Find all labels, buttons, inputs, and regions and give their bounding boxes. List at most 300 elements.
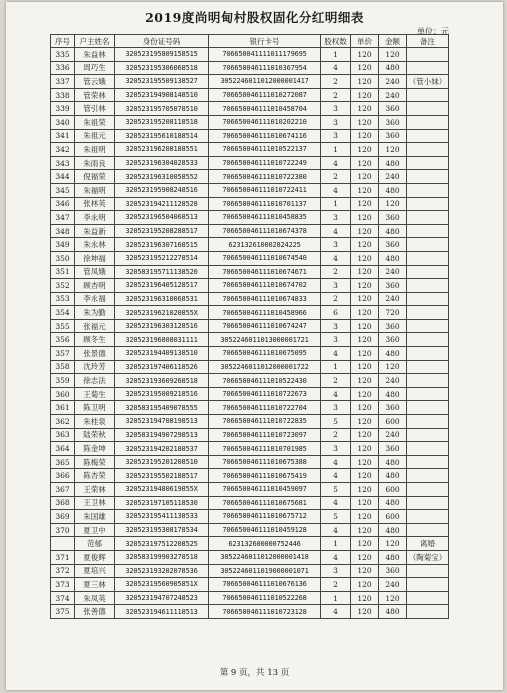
cell-shares: 1 — [321, 360, 351, 374]
cell-bank: 706650046111010674833 — [209, 292, 321, 306]
cell-remark — [407, 156, 449, 170]
cell-remark — [407, 197, 449, 211]
cell-price: 120 — [351, 537, 379, 551]
cell-amount: 240 — [379, 374, 407, 388]
cell-id: 320523196310068531 — [115, 292, 209, 306]
cell-name: 夏培兴 — [75, 564, 115, 578]
table-row — [51, 48, 449, 62]
cell-remark: 离婚 — [407, 537, 449, 551]
header-bank: 银行卡号 — [209, 35, 321, 48]
cell-seq: 340 — [51, 115, 75, 129]
cell-seq: 345 — [51, 183, 75, 197]
cell-name: 朱为勤 — [75, 306, 115, 320]
cell-remark — [407, 360, 449, 374]
cell-price: 120 — [351, 496, 379, 510]
cell-remark — [407, 170, 449, 184]
cell-price: 120 — [351, 523, 379, 537]
cell-name: 李永明 — [75, 211, 115, 225]
cell-seq: 370 — [51, 523, 75, 537]
cell-shares: 3 — [321, 319, 351, 333]
cell-remark — [407, 115, 449, 129]
cell-amount: 480 — [379, 469, 407, 483]
cell-bank: 706650046111010701137 — [209, 197, 321, 211]
cell-amount: 360 — [379, 102, 407, 116]
cell-bank: 706650046111010675095 — [209, 347, 321, 361]
cell-name: 倪福荣 — [75, 170, 115, 184]
cell-price: 120 — [351, 442, 379, 456]
cell-bank: 706650046111010722704 — [209, 401, 321, 415]
cell-amount: 480 — [379, 496, 407, 510]
cell-price: 120 — [351, 129, 379, 143]
cell-id: 320523196208188551 — [115, 143, 209, 157]
cell-remark: （管小妹） — [407, 75, 449, 89]
cell-price: 120 — [351, 605, 379, 619]
table-row — [51, 374, 449, 388]
cell-seq: 342 — [51, 143, 75, 157]
cell-id: 320523194409138510 — [115, 347, 209, 361]
cell-bank: 706650046111010674116 — [209, 129, 321, 143]
table-row — [51, 347, 449, 361]
cell-amount: 240 — [379, 170, 407, 184]
cell-price: 120 — [351, 591, 379, 605]
cell-shares: 4 — [321, 183, 351, 197]
cell-id: 320523195208288517 — [115, 224, 209, 238]
cell-id: 320523196303128516 — [115, 319, 209, 333]
cell-id: 320523195908248516 — [115, 183, 209, 197]
cell-amount: 480 — [379, 455, 407, 469]
cell-remark — [407, 306, 449, 320]
cell-remark — [407, 265, 449, 279]
cell-shares: 2 — [321, 374, 351, 388]
cell-seq: 355 — [51, 319, 75, 333]
cell-shares: 3 — [321, 211, 351, 225]
cell-remark — [407, 183, 449, 197]
cell-name: 王菊生 — [75, 387, 115, 401]
table-row — [51, 306, 449, 320]
cell-price: 120 — [351, 374, 379, 388]
cell-id: 320523195212278514 — [115, 251, 209, 265]
cell-bank: 706650046111010202210 — [209, 115, 321, 129]
cell-seq: 367 — [51, 483, 75, 497]
cell-name: 顾冬生 — [75, 333, 115, 347]
cell-remark — [407, 374, 449, 388]
cell-remark — [407, 143, 449, 157]
cell-name: 夏卫中 — [75, 523, 115, 537]
cell-id: 32052319560905851X — [115, 578, 209, 592]
cell-seq: 353 — [51, 292, 75, 306]
cell-remark — [407, 251, 449, 265]
cell-id: 320523195208118518 — [115, 115, 209, 129]
cell-price: 120 — [351, 143, 379, 157]
cell-id: 320523196405128517 — [115, 279, 209, 293]
table-row — [51, 170, 449, 184]
cell-bank: 706650046111010674247 — [209, 319, 321, 333]
cell-price: 120 — [351, 238, 379, 252]
cell-remark — [407, 510, 449, 524]
cell-amount: 120 — [379, 197, 407, 211]
cell-id: 320523196504068513 — [115, 211, 209, 225]
cell-id: 320583195711138520 — [115, 265, 209, 279]
cell-id: 320523193202078536 — [115, 564, 209, 578]
cell-shares: 4 — [321, 469, 351, 483]
cell-name: 朱桂泉 — [75, 415, 115, 429]
cell-bank: 706650046111010458835 — [209, 211, 321, 225]
cell-name: 朱雨良 — [75, 156, 115, 170]
cell-id: 320523194908148510 — [115, 88, 209, 102]
cell-price: 120 — [351, 428, 379, 442]
cell-price: 120 — [351, 360, 379, 374]
cell-amount: 600 — [379, 415, 407, 429]
table-row — [51, 523, 449, 537]
cell-seq: 363 — [51, 428, 75, 442]
table-row — [51, 102, 449, 116]
cell-name: 张善德 — [75, 605, 115, 619]
table-row — [51, 605, 449, 619]
cell-amount: 120 — [379, 143, 407, 157]
table-row — [51, 442, 449, 456]
cell-id: 320583194907298513 — [115, 428, 209, 442]
cell-bank: 706650046111010458966 — [209, 306, 321, 320]
table-row — [51, 333, 449, 347]
page-footer: 第 9 页，共 13 页 — [219, 668, 290, 678]
cell-seq: 335 — [51, 48, 75, 62]
table-body — [51, 48, 449, 619]
cell-name: 管云娥 — [75, 75, 115, 89]
cell-bank: 706650046111010722411 — [209, 183, 321, 197]
cell-amount: 360 — [379, 401, 407, 415]
cell-name: 王荣林 — [75, 483, 115, 497]
cell-name: 朱国雄 — [75, 510, 115, 524]
cell-price: 120 — [351, 292, 379, 306]
cell-seq: 362 — [51, 415, 75, 429]
cell-id: 320523195201208510 — [115, 455, 209, 469]
cell-id: 320523194708198513 — [115, 415, 209, 429]
cell-id: 320583199903278518 — [115, 550, 209, 564]
cell-bank: 3052246011013000001721 — [209, 333, 321, 347]
cell-remark — [407, 224, 449, 238]
cell-remark — [407, 48, 449, 62]
cell-price: 120 — [351, 550, 379, 564]
cell-amount: 600 — [379, 483, 407, 497]
table-row — [51, 279, 449, 293]
cell-bank: 623132600000752446 — [209, 537, 321, 551]
unit-label: 单位：元 — [417, 27, 449, 36]
table-row — [51, 292, 449, 306]
cell-remark — [407, 211, 449, 225]
cell-price: 120 — [351, 265, 379, 279]
cell-seq: 354 — [51, 306, 75, 320]
cell-amount: 480 — [379, 156, 407, 170]
cell-amount: 120 — [379, 537, 407, 551]
cell-id: 320523194202188537 — [115, 442, 209, 456]
cell-remark — [407, 238, 449, 252]
cell-shares: 4 — [321, 61, 351, 75]
cell-shares: 4 — [321, 224, 351, 238]
cell-shares: 2 — [321, 428, 351, 442]
cell-shares: 2 — [321, 265, 351, 279]
cell-shares: 5 — [321, 415, 351, 429]
cell-price: 120 — [351, 401, 379, 415]
cell-bank: 706650046111010675419 — [209, 469, 321, 483]
cell-name: 夏三林 — [75, 578, 115, 592]
cell-shares: 4 — [321, 550, 351, 564]
cell-shares: 4 — [321, 523, 351, 537]
cell-shares: 3 — [321, 401, 351, 415]
cell-amount: 360 — [379, 211, 407, 225]
cell-name: 管凤娥 — [75, 265, 115, 279]
cell-id: 320523195502188517 — [115, 469, 209, 483]
cell-shares: 3 — [321, 238, 351, 252]
cell-shares: 4 — [321, 387, 351, 401]
cell-bank: 3052246011012000001417 — [209, 75, 321, 89]
cell-bank: 706650046111010675388 — [209, 455, 321, 469]
cell-remark — [407, 496, 449, 510]
cell-seq: 338 — [51, 88, 75, 102]
cell-amount: 480 — [379, 224, 407, 238]
cell-price: 120 — [351, 483, 379, 497]
cell-seq: 372 — [51, 564, 75, 578]
cell-shares: 2 — [321, 88, 351, 102]
table-row — [51, 251, 449, 265]
cell-bank: 706650046111010459128 — [209, 523, 321, 537]
cell-seq: 375 — [51, 605, 75, 619]
cell-seq: 341 — [51, 129, 75, 143]
table-row — [51, 428, 449, 442]
cell-seq: 350 — [51, 251, 75, 265]
cell-seq: 359 — [51, 374, 75, 388]
cell-name: 陈金坤 — [75, 442, 115, 456]
cell-amount: 600 — [379, 510, 407, 524]
cell-price: 120 — [351, 333, 379, 347]
table-row — [51, 387, 449, 401]
cell-amount: 240 — [379, 265, 407, 279]
cell-shares: 4 — [321, 455, 351, 469]
table-row — [51, 537, 449, 551]
cell-name: 陈梅荣 — [75, 455, 115, 469]
cell-id: 320523196310058552 — [115, 170, 209, 184]
header-seq: 序号 — [51, 35, 75, 48]
cell-shares: 1 — [321, 197, 351, 211]
cell-name: 朱福明 — [75, 183, 115, 197]
page-title: 2019度尚明甸村股权固化分红明细表 — [145, 10, 364, 25]
cell-shares: 4 — [321, 156, 351, 170]
table-row — [51, 483, 449, 497]
table-row — [51, 156, 449, 170]
cell-shares: 3 — [321, 442, 351, 456]
cell-amount: 360 — [379, 319, 407, 333]
header-remark: 备注 — [407, 35, 449, 48]
cell-id: 320523195308178534 — [115, 523, 209, 537]
cell-name: 王卫林 — [75, 496, 115, 510]
table-row — [51, 265, 449, 279]
cell-remark — [407, 469, 449, 483]
cell-price: 120 — [351, 183, 379, 197]
header-price: 单价 — [351, 35, 379, 48]
cell-shares: 4 — [321, 347, 351, 361]
cell-bank: 706650046111010701985 — [209, 442, 321, 456]
table-row — [51, 224, 449, 238]
cell-amount: 480 — [379, 347, 407, 361]
cell-seq: 356 — [51, 333, 75, 347]
cell-seq: 364 — [51, 442, 75, 456]
cell-shares: 4 — [321, 251, 351, 265]
cell-amount: 240 — [379, 428, 407, 442]
cell-amount: 480 — [379, 550, 407, 564]
cell-seq: 371 — [51, 550, 75, 564]
cell-price: 120 — [351, 224, 379, 238]
cell-bank: 706650046111010459097 — [209, 483, 321, 497]
table-row — [51, 510, 449, 524]
cell-amount: 240 — [379, 292, 407, 306]
cell-name: 朱凤英 — [75, 591, 115, 605]
cell-price: 120 — [351, 102, 379, 116]
table-row — [51, 496, 449, 510]
cell-remark — [407, 523, 449, 537]
cell-remark — [407, 347, 449, 361]
table-row — [51, 238, 449, 252]
cell-seq: 358 — [51, 360, 75, 374]
cell-name: 朱祖荣 — [75, 115, 115, 129]
table-row — [51, 197, 449, 211]
cell-seq: 336 — [51, 61, 75, 75]
cell-bank: 706650041111011179695 — [209, 48, 321, 62]
cell-name: 沈玲芳 — [75, 360, 115, 374]
cell-amount: 360 — [379, 564, 407, 578]
cell-price: 120 — [351, 279, 379, 293]
document-page — [6, 2, 503, 690]
cell-name: 张林英 — [75, 197, 115, 211]
cell-id: 320523195509138527 — [115, 75, 209, 89]
cell-price: 120 — [351, 347, 379, 361]
cell-seq: 374 — [51, 591, 75, 605]
cell-shares: 3 — [321, 115, 351, 129]
table-row — [51, 415, 449, 429]
table-row — [51, 401, 449, 415]
cell-id: 320523195809158515 — [115, 48, 209, 62]
table-row — [51, 319, 449, 333]
cell-id: 320523197406118526 — [115, 360, 209, 374]
cell-name: 朱益林 — [75, 48, 115, 62]
cell-name: 周巧生 — [75, 61, 115, 75]
cell-shares: 4 — [321, 605, 351, 619]
cell-remark — [407, 483, 449, 497]
cell-remark — [407, 605, 449, 619]
cell-remark — [407, 578, 449, 592]
cell-bank: 706650046111010522268 — [209, 591, 321, 605]
cell-id: 320523195610188514 — [115, 129, 209, 143]
cell-amount: 480 — [379, 387, 407, 401]
cell-remark — [407, 564, 449, 578]
cell-seq — [51, 537, 75, 551]
cell-bank: 706650046111010367954 — [209, 61, 321, 75]
cell-price: 120 — [351, 564, 379, 578]
cell-amount: 240 — [379, 75, 407, 89]
cell-shares: 3 — [321, 279, 351, 293]
cell-price: 120 — [351, 156, 379, 170]
cell-bank: 3052246011012000001722 — [209, 360, 321, 374]
cell-bank: 706650046111010722835 — [209, 415, 321, 429]
cell-price: 120 — [351, 387, 379, 401]
table-row — [51, 469, 449, 483]
cell-id: 320523195306068518 — [115, 61, 209, 75]
cell-bank: 706650046111010676136 — [209, 578, 321, 592]
cell-seq: 361 — [51, 401, 75, 415]
cell-price: 120 — [351, 48, 379, 62]
cell-id: 320523194611118513 — [115, 605, 209, 619]
cell-seq: 368 — [51, 496, 75, 510]
cell-remark — [407, 455, 449, 469]
cell-amount: 240 — [379, 88, 407, 102]
cell-price: 120 — [351, 61, 379, 75]
cell-amount: 360 — [379, 442, 407, 456]
cell-amount: 240 — [379, 578, 407, 592]
cell-id: 320523195411138533 — [115, 510, 209, 524]
cell-price: 120 — [351, 455, 379, 469]
cell-remark — [407, 415, 449, 429]
table-row — [51, 75, 449, 89]
cell-bank: 706650046111010722673 — [209, 387, 321, 401]
cell-price: 120 — [351, 115, 379, 129]
cell-remark — [407, 333, 449, 347]
cell-remark — [407, 61, 449, 75]
table-row — [51, 183, 449, 197]
table-row — [51, 455, 449, 469]
cell-shares: 3 — [321, 564, 351, 578]
cell-bank: 706650046111010723097 — [209, 428, 321, 442]
cell-bank: 706650046111010675681 — [209, 496, 321, 510]
cell-seq: 343 — [51, 156, 75, 170]
cell-shares: 6 — [321, 306, 351, 320]
cell-bank: 706650046111010674702 — [209, 279, 321, 293]
cell-remark: （陶菊宝） — [407, 550, 449, 564]
cell-seq: 337 — [51, 75, 75, 89]
cell-name: 夏俊辉 — [75, 550, 115, 564]
cell-shares: 2 — [321, 75, 351, 89]
cell-id: 320523194211128528 — [115, 197, 209, 211]
cell-shares: 5 — [321, 510, 351, 524]
cell-id: 320523196307168515 — [115, 238, 209, 252]
cell-name: 李永福 — [75, 292, 115, 306]
cell-price: 120 — [351, 170, 379, 184]
cell-seq: 347 — [51, 211, 75, 225]
cell-bank: 706650046111010723128 — [209, 605, 321, 619]
cell-remark — [407, 292, 449, 306]
cell-price: 120 — [351, 415, 379, 429]
cell-name: 朱祖元 — [75, 129, 115, 143]
cell-seq: 348 — [51, 224, 75, 238]
cell-price: 120 — [351, 319, 379, 333]
cell-remark — [407, 319, 449, 333]
cell-seq: 357 — [51, 347, 75, 361]
cell-amount: 360 — [379, 333, 407, 347]
cell-id: 320523195705078510 — [115, 102, 209, 116]
cell-bank: 706650046111010272087 — [209, 88, 321, 102]
cell-name: 张景德 — [75, 347, 115, 361]
cell-bank: 706650046111010458704 — [209, 102, 321, 116]
cell-amount: 360 — [379, 279, 407, 293]
cell-name: 张福元 — [75, 319, 115, 333]
cell-name: 陈杏荣 — [75, 469, 115, 483]
cell-remark — [407, 591, 449, 605]
cell-id: 320523197512208525 — [115, 537, 209, 551]
table-row — [51, 115, 449, 129]
table-row — [51, 578, 449, 592]
cell-shares: 1 — [321, 537, 351, 551]
cell-id: 32052319621020855X — [115, 306, 209, 320]
cell-remark — [407, 279, 449, 293]
cell-shares: 1 — [321, 591, 351, 605]
cell-seq: 365 — [51, 455, 75, 469]
